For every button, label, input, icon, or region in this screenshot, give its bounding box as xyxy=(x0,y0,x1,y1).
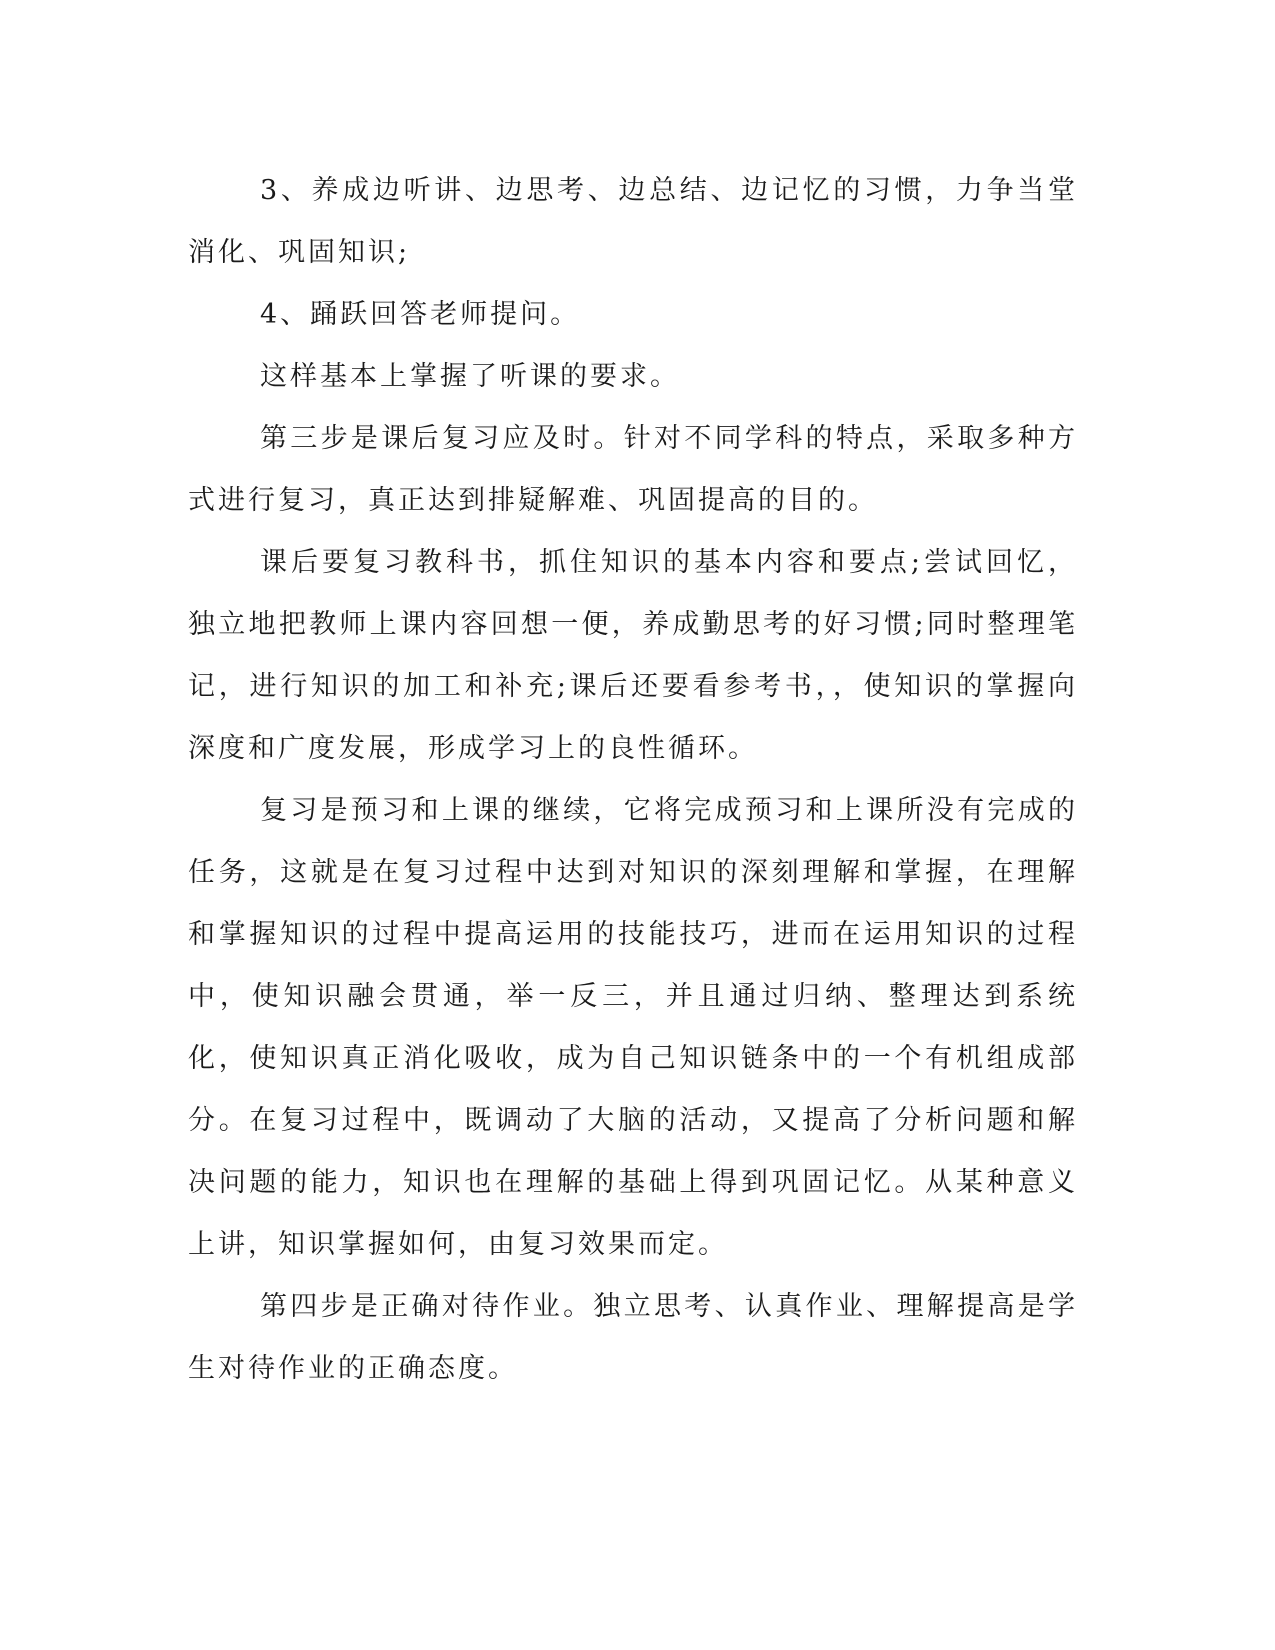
paragraph: 4、踊跃回答老师提问。 xyxy=(260,299,581,330)
paragraph: 第三步是课后复习应及时。针对不同学科的特点，采取多种方式进行复习，真正达到排疑解难、巩固提高的目的。 xyxy=(188,423,1078,516)
paragraph: 第四步是正确对待作业。独立思考、认真作业、理解提高是学生对待作业的正确态度。 xyxy=(188,1291,1078,1384)
paragraph: 复习是预习和上课的继续，它将完成预习和上课所没有完成的任务，这就是在复习过程中达到对知识的深刻理解和掌握，在理解和掌握知识的过程中提高运用的技能技巧，进而在运用知识的过程中，使知识融会贯通，举一反三，并且通过归纳、整理达到系统化，使知识真正消化吸收，成为自己知识链条中的一个有机组成部分。在复习过程中，既调动了大脑的活动，又提高了分析问题和解决问题的能力，知识也在理解的基础上得到巩固记忆。从某种意义上讲，知识掌握如何，由复习效果而定。 xyxy=(188,795,1078,1260)
paragraph: 这样基本上掌握了听课的要求。 xyxy=(260,361,680,392)
paragraph: 3、养成边听讲、边思考、边总结、边记忆的习惯，力争当堂消化、巩固知识; xyxy=(188,175,1078,268)
paragraph: 课后要复习教科书，抓住知识的基本内容和要点;尝试回忆，独立地把教师上课内容回想一便，养成勤思考的好习惯;同时整理笔记，进行知识的加工和补充;课后还要看参考书，，使知识的掌握向深度和广度发展，形成学习上的良性循环。 xyxy=(188,547,1078,764)
document-body xyxy=(188,160,1078,1400)
